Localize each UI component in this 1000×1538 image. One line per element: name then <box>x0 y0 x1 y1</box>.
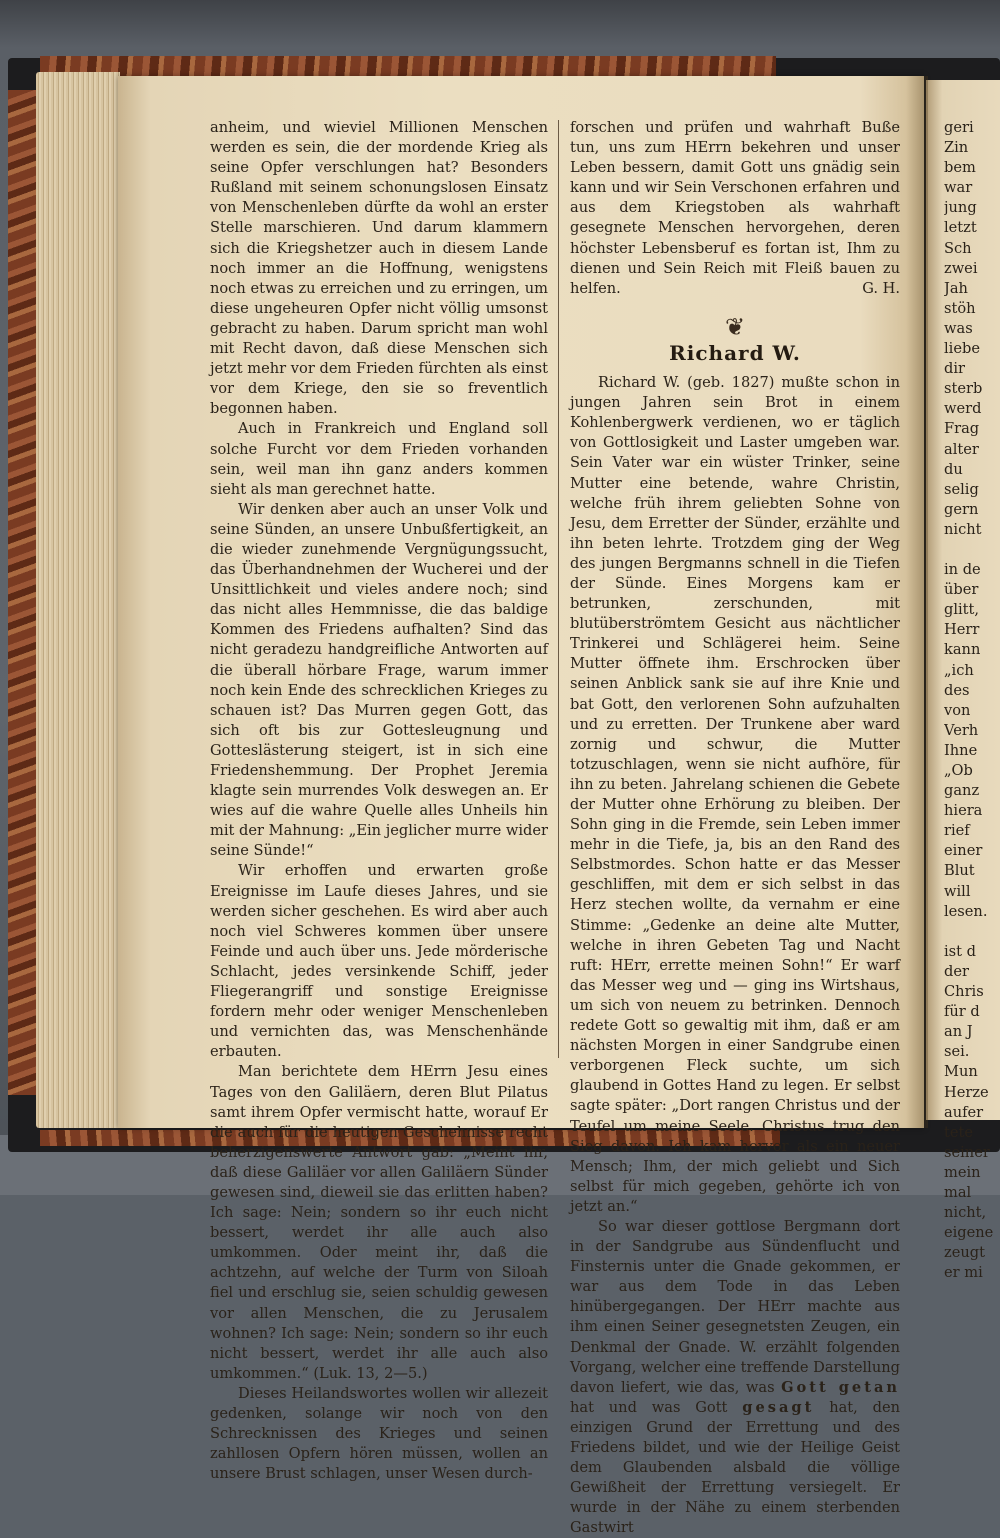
text-line-fragment: ist d <box>944 942 977 960</box>
text-line-fragment: tete <box>944 1123 974 1141</box>
text-line-fragment: „Ob <box>944 762 973 779</box>
text-line-fragment: bem <box>944 159 976 177</box>
next-page-text-fragments <box>944 118 1000 1283</box>
text-line-fragment: Herze <box>944 1083 989 1101</box>
text-line-fragment: ganz <box>944 782 980 800</box>
text-line-fragment <box>944 922 1000 942</box>
text-line-fragment: mein <box>944 1163 981 1181</box>
text-line-fragment: er mi <box>944 1264 983 1282</box>
text-line-fragment: Zin <box>944 139 969 157</box>
text-line-fragment: aufer <box>944 1103 984 1121</box>
text-line-fragment: lesen. <box>944 902 988 920</box>
text-line-fragment: zeugt <box>944 1244 985 1262</box>
text-line-fragment: an J <box>944 1023 973 1041</box>
text-line-fragment: mal <box>944 1183 972 1201</box>
text-line-fragment: alter <box>944 440 979 458</box>
paragraph: anheim, und wieviel Millionen Menschen werden es sein, die der mordende Krieg als seine Opfer verschlungen hat? Besonders Rußland mit seinem schonungslosen Einsatz von Menschenleben dürfte da wohl an erster Stelle marschieren. Und darum klammern sich die Kriegshetzer auch in diesem Lande noch immer an die Hoffnung, wenigstens noch etwas zu erreichen und zu erringen, um diese ungeheuren Opfer nicht völlig umsonst gebracht zu haben. Darum spricht man wohl mit Recht davon, daß diese Menschen sich jetzt mehr vor dem Frieden fürchten als einst vor dem Kriege, den sie so freventlich begonnen haben. <box>210 119 548 418</box>
text-line-fragment: über <box>944 581 979 599</box>
text-line-fragment: gern <box>944 500 979 518</box>
column-divider <box>558 120 559 1058</box>
author-signature: G. H. <box>862 279 900 297</box>
text-line-fragment: Frag <box>944 420 980 438</box>
text-line-fragment: Blut <box>944 862 975 880</box>
text-line-fragment: Sch <box>944 239 972 257</box>
text-line-fragment: Verh <box>944 721 979 739</box>
text-line-fragment: werd <box>944 400 982 418</box>
text-line-fragment: dir <box>944 360 965 378</box>
text-line-fragment: stöh <box>944 299 976 317</box>
text-line-fragment: Jah <box>944 279 968 297</box>
paragraph: Auch in Frankreich und England soll solche Furcht vor dem Frieden vorhanden sein, weil man ihn ganz anders kommen sieht als man gerechnet hatte. <box>210 420 548 498</box>
paragraph: Richard W. (geb. 1827) mußte schon in jungen Jahren sein Brot in einem Kohlenbergwerk verdienen, wo er täglich von Gottlosigkeit und Laster umgeben war. Sein Vater war ein wüster Trinker, seine Mutter eine betende, wahre Christin, welche früh ihrem geliebten Sohne von Jesu, dem Erretter der Sünder, erzählte und ihn beten lehrte. Trotzdem ging der Weg des jungen Bergmanns schnell in die Tiefen der Sünde. Eines Morgens kam er betrunken, zerschunden, mit blutüberströmtem Gesicht aus nächtlicher Trinkerei und Schlägerei heim. Seine Mutter öffnete ihm. Erschrocken über seinen Anblick sank sie auf ihre Knie und bat Gott, den verlorenen Sohn aufzuhalten und zu erretten. Der Trunkene aber ward zornig und schwur, die Mutter totzuschlagen, wenn sie nicht aufhöre, für ihn zu beten. Jahrelang schienen die Gebete der Mutter ohne Erhörung zu bleiben. Der Sohn ging in die Fremde, sein Leben immer mehr in die Tiefe, ja, bis an den Rand des Selbstmordes. Schon hatte er das Messer geschliffen, mit dem er sich selbst in das Herz stechen wollte, da vernahm er eine Stimme: „Gedenke an deine alte Mutter, welche in ihren Gebeten Tag und Nacht ruft: HErr, errette meinen Sohn!“ Er warf das Messer weg und — ging ins Wirtshaus, um sich von neuem zu betrinken. Dennoch redete Gott so gewaltig mit ihm, daß er am nächsten Morgen in einer Sandgrube einen verborgenen Fleck suchte, um sich glaubend in Gottes Hand zu legen. Er selbst sagte später: „Dort rangen Christus und der Teufel um meine Seele. Christus trug den Sieg davon. Ich kam hervor als ein neuer Mensch; Ihm, der mich geliebt und Sich selbst für mich gegeben, gehörte ich von jetzt an.“ <box>570 374 900 1215</box>
paragraph-text: So war dieser gottlose Bergmann dort in der Sandgrube aus Sündenflucht und Finsternis unter die Gnade gekommen, er war aus dem Tode in das Leben hinübergegangen. Der HErr machte aus ihm einen Seiner gesegnetsten Zeugen, ein Denkmal der Gnade. W. erzählt folgenden Vorgang, welcher eine treffende Darstellung davon liefert, wie das, was <box>570 1217 900 1396</box>
text-column-left <box>210 118 548 1484</box>
text-line-fragment: Mun <box>944 1063 978 1081</box>
text-line-fragment: für d <box>944 1003 980 1021</box>
gutter-shadow <box>906 76 928 1128</box>
paragraph <box>570 118 900 299</box>
text-line-fragment: hiera <box>944 802 983 820</box>
text-line-fragment: eigene <box>944 1224 994 1242</box>
paragraph <box>570 1217 900 1538</box>
text-line-fragment: nicht, <box>944 1204 987 1222</box>
text-line-fragment: sei. <box>944 1043 970 1061</box>
text-line-fragment: geri <box>944 119 974 136</box>
emphasis-text: gesagt <box>742 1398 815 1416</box>
text-line-fragment: sterb <box>944 380 983 398</box>
paragraph-text: hat, den einzigen Grund der Errettung und des Friedens bildet, und wie der Heilige Geist dem Glaubenden alsbald die völlige Gewißheit der Errettung versiegelt. Er wurde in der Nähe zu einem sterbenden Gastwirt <box>570 1398 901 1537</box>
paragraph: Dieses Heilandswortes wollen wir allezeit gedenken, solange wir noch von den Schrecknissen des Krieges und seinen zahllosen Opfern hören müssen, wollen an unsere Brust schlagen, unser Wesen durch- <box>210 1384 548 1483</box>
text-line-fragment: letzt <box>944 219 977 237</box>
marbled-cover-edge <box>8 90 36 1095</box>
text-line-fragment: was <box>944 319 973 337</box>
text-line-fragment: Chris <box>944 983 984 1001</box>
text-line-fragment: du <box>944 460 963 478</box>
paragraph: Man berichtete dem HErrn Jesu eines Tages von den Galiläern, deren Blut Pilatus samt ihrem Opfer vermischt hatte, worauf Er die auch für die heutigen Geschehnisse recht beherzigenswerte Antwort gab: „Meint ihr, daß diese Galiläer vor allen Galiläern Sünder gewesen sind, dieweil sie das erlitten haben? Ich sage: Nein; sondern so ihr euch nicht bessert, werdet ihr alle auch also umkommen. Oder meint ihr, daß die achtzehn, auf welche der Turm von Siloah fiel und erschlug sie, seien schuldig gewesen vor allen Menschen, die zu Jerusalem wohnen? Ich sage: Nein; sondern so ihr euch nicht bessert, werdet ihr alle auch also umkommen.“ (Luk. 13, 2—5.) <box>210 1063 548 1382</box>
text-line-fragment: rief <box>944 822 970 840</box>
text-line-fragment: nicht <box>944 520 982 538</box>
text-line-fragment: glitt, <box>944 601 980 619</box>
paragraph: Wir erhoffen und erwarten große Ereignisse im Laufe dieses Jahres, und sie werden sicher geschehen. Es wird aber auch noch viel Schweres kommen über unsere Feinde und auch über uns. Jede mörderische Schlacht, jedes versinkende Schiff, jeder Fliegerangriff und sonstige Ereignisse fordern mehr oder weniger Menschenleben und vernichten das, was Menschenhände erbauten. <box>210 862 548 1061</box>
text-line-fragment: Ihne <box>944 741 978 759</box>
emphasis-text: Gott getan <box>781 1378 901 1396</box>
text-line-fragment: selig <box>944 480 979 498</box>
text-line-fragment: zwei <box>944 259 978 277</box>
text-line-fragment: „ich <box>944 661 974 679</box>
ornament-icon: ❦ <box>724 312 746 341</box>
text-line-fragment: in de <box>944 561 981 579</box>
text-column-right <box>570 118 900 1538</box>
text-line-fragment: Herr <box>944 621 980 639</box>
text-line-fragment: liebe <box>944 340 980 358</box>
marbled-cover-top <box>40 56 776 78</box>
text-line-fragment: jung <box>944 199 977 217</box>
text-line-fragment: des <box>944 681 970 699</box>
text-line-fragment: einer <box>944 842 983 860</box>
page-stack <box>36 72 120 1128</box>
paragraph: Wir denken aber auch an unser Volk und seine Sünden, an unsere Unbußfertigkeit, an die wieder zunehmende Vergnügungssucht, das Überhandnehmen der Wucherei und der Unsittlichkeit und vieles andere noch; sind das nicht alles Hemmnisse, die das baldige Kommen des Friedens aufhalten? Sind das nicht geradezu handgreifliche Antworten auf die überall hörbare Frage, warum immer noch kein Ende des schrecklichen Krieges zu schauen ist? Das Murren gegen Gott, das sich oft bis zur Gottesleugnung und Gotteslästerung steigert, ist in sich eine Friedenshemmung. Der Prophet Jeremia klagte sein murrendes Volk deswegen an. Er wies auf die wahre Quelle alles Unheils hin mit der Mahnung: „Ein jeglicher murre wider seine Sünde!“ <box>210 500 548 860</box>
text-line-fragment: seiner <box>944 1143 990 1161</box>
paragraph-text: forschen und prüfen und wahrhaft Buße tun, uns zum HErrn bekehren und unser Leben bessern, damit Gott uns gnädig sein kann und wir Sein Verschonen erfahren und aus dem Kriegstoben als wahrhaft gesegnete Menschen hervorgehen, deren höchster Lebensberuf es fortan ist, Ihm zu dienen und Sein Reich mit Fleiß bauen zu helfen. <box>570 119 900 297</box>
text-line-fragment: will <box>944 882 971 900</box>
paragraph-text: hat und was Gott <box>570 1398 728 1416</box>
text-line-fragment: kann <box>944 641 981 659</box>
text-line-fragment: von <box>944 701 971 719</box>
text-line-fragment <box>944 540 1000 560</box>
article-title: Richard W. <box>669 340 801 365</box>
text-line-fragment: der <box>944 962 969 980</box>
text-line-fragment: war <box>944 179 973 197</box>
